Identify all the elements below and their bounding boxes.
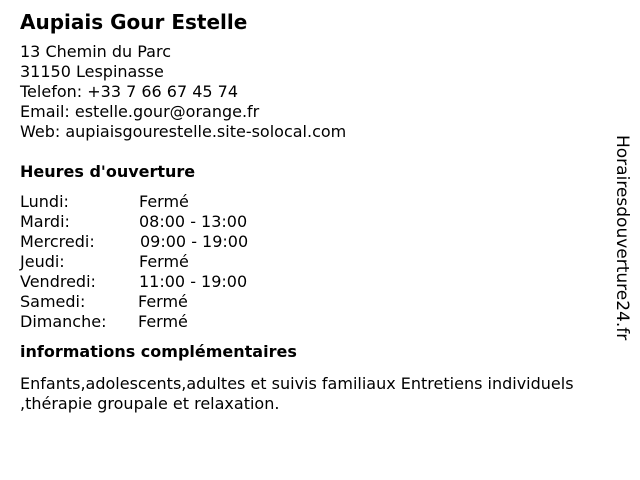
info-description: Enfants,adolescents,adultes et suivis familiaux Entretiens individuels ,thérapie groupale et relaxation.	[20, 374, 574, 413]
day-hours: 08:00 - 13:00	[139, 212, 248, 231]
day-label: Mercredi:	[20, 232, 95, 251]
hours-row-lundi	[20, 192, 620, 212]
day-label: Samedi:	[20, 292, 86, 311]
phone-line: Telefon: +33 7 66 67 45 74	[20, 82, 239, 101]
business-card	[20, 10, 620, 414]
day-label: Mardi:	[20, 212, 70, 231]
day-hours: Fermé	[138, 312, 188, 331]
day-hours: Fermé	[139, 252, 189, 271]
info-heading: informations complémentaires	[20, 342, 297, 361]
business-name: Aupiais Gour Estelle	[20, 10, 248, 34]
day-hours: 11:00 - 19:00	[139, 272, 248, 291]
hours-row-mardi	[20, 212, 620, 232]
hours-row-dimanche	[20, 312, 620, 332]
day-hours: 09:00 - 19:00	[140, 232, 249, 251]
hours-table	[20, 192, 620, 332]
hours-row-mercredi	[20, 232, 620, 252]
hours-row-vendredi	[20, 272, 620, 292]
hours-heading: Heures d'ouverture	[20, 162, 196, 181]
web-line: Web: aupiaisgourestelle.site-solocal.com	[20, 122, 347, 141]
address-line-1: 13 Chemin du Parc	[20, 42, 171, 61]
day-label: Lundi:	[20, 192, 69, 211]
hours-row-jeudi	[20, 252, 620, 272]
hours-row-samedi	[20, 292, 620, 312]
day-label: Vendredi:	[20, 272, 96, 291]
site-watermark: Horairesdouverture24.fr	[612, 135, 632, 341]
day-hours: Fermé	[138, 292, 188, 311]
day-label: Jeudi:	[20, 252, 65, 271]
day-label: Dimanche:	[20, 312, 107, 331]
email-line: Email: estelle.gour@orange.fr	[20, 102, 260, 121]
address-line-2: 31150 Lespinasse	[20, 62, 164, 81]
day-hours: Fermé	[139, 192, 189, 211]
